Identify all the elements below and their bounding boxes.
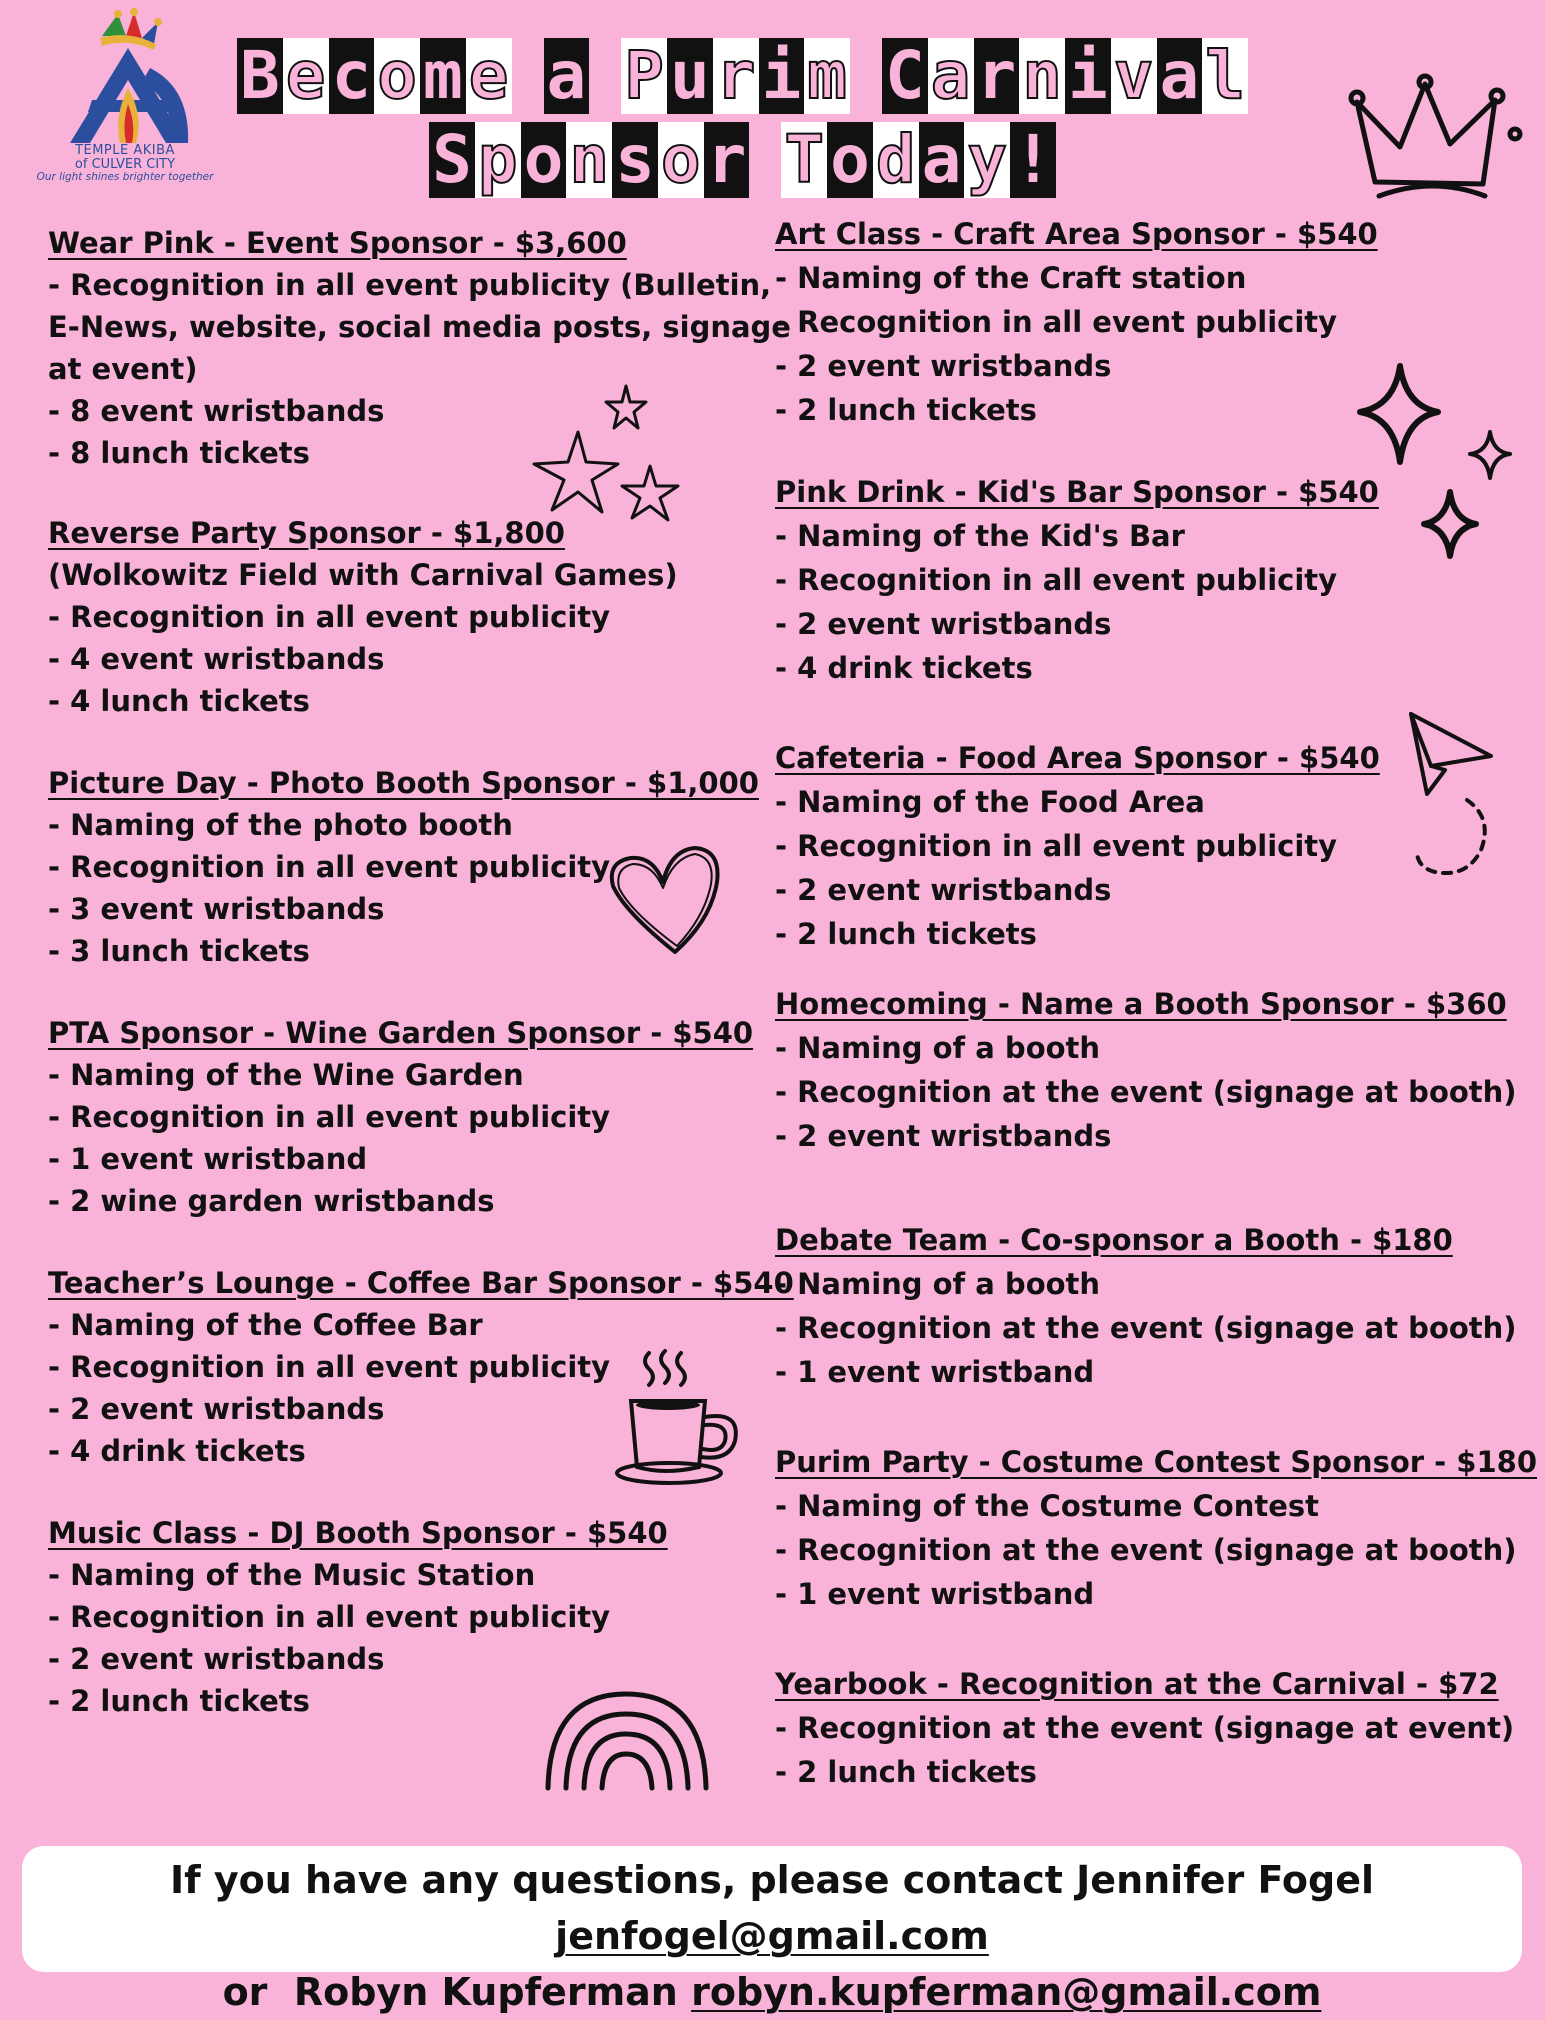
right-sponsor-section xyxy=(775,736,1380,956)
benefit-line: - Recognition at the event (signage at event) xyxy=(775,1711,1515,1745)
benefit-line: - Naming of the Coffee Bar xyxy=(48,1308,483,1342)
sponsor-heading: Purim Party - Costume Contest Sponsor - $180 xyxy=(775,1445,1538,1479)
paper-plane-icon xyxy=(1405,710,1515,885)
title-letter: C xyxy=(882,38,928,114)
email-link-jennifer[interactable]: jenfogel@gmail.com xyxy=(555,1914,989,1958)
title-letter: r xyxy=(974,38,1020,114)
benefit-line: - Recognition in all event publicity xyxy=(48,600,611,634)
benefit-line: - 1 event wristband xyxy=(775,1577,1095,1611)
title-letter: i xyxy=(1065,38,1111,114)
title-letter: a xyxy=(1157,38,1203,114)
benefit-line: - Recognition at the event (signage at booth) xyxy=(775,1533,1517,1567)
logo-line2: of CULVER CITY xyxy=(74,157,176,173)
left-sponsor-section xyxy=(48,1262,794,1472)
title-letter: ! xyxy=(1010,122,1056,198)
benefit-line: - 2 event wristbands xyxy=(48,1642,385,1676)
benefit-line: - Naming of a booth xyxy=(775,1267,1101,1301)
title-line2 xyxy=(210,122,1275,202)
right-sponsor-section xyxy=(775,1218,1517,1394)
footer-line2 xyxy=(22,1964,1522,2020)
left-sponsor-section xyxy=(48,1512,668,1722)
footer-line1 xyxy=(22,1852,1522,1964)
benefit-line: - 2 lunch tickets xyxy=(775,917,1037,951)
footer-line1-text: If you have any questions, please contact Jennifer Fogel xyxy=(169,1858,1374,1902)
title-letter: l xyxy=(1202,38,1248,114)
contact-footer xyxy=(22,1846,1522,2014)
benefit-line: - Naming of the Food Area xyxy=(775,785,1205,819)
right-sponsor-section xyxy=(775,212,1378,432)
title-letter: c xyxy=(329,38,375,114)
left-sponsor-section xyxy=(48,512,678,722)
benefit-line: - 2 event wristbands xyxy=(775,873,1112,907)
title-letter: s xyxy=(612,122,658,198)
footer-line2-text: or Robyn Kupferman xyxy=(222,1970,692,2014)
benefit-line: - Recognition in all event publicity xyxy=(48,850,611,884)
sponsor-heading: Music Class - DJ Booth Sponsor - $540 xyxy=(48,1516,668,1550)
right-sponsor-section xyxy=(775,982,1517,1158)
title-letter: m xyxy=(804,38,850,114)
benefit-line: - Naming of the Costume Contest xyxy=(775,1489,1320,1523)
title-letter: S xyxy=(429,122,475,198)
sponsor-heading: Wear Pink - Event Sponsor - $3,600 xyxy=(48,226,627,260)
title-letter: y xyxy=(964,122,1010,198)
benefit-line: - 2 event wristbands xyxy=(48,1392,385,1426)
sponsor-heading: Homecoming - Name a Booth Sponsor - $360 xyxy=(775,987,1507,1021)
benefit-line: - Recognition in all event publicity xyxy=(48,1350,611,1384)
title-letter: P xyxy=(621,38,667,114)
benefit-line: - 1 event wristband xyxy=(775,1355,1095,1389)
title-letter: n xyxy=(1019,38,1065,114)
title-letter: i xyxy=(759,38,805,114)
benefit-line: - Recognition in all event publicity xyxy=(48,1600,611,1634)
benefit-line: - Naming of the Music Station xyxy=(48,1558,536,1592)
right-sponsor-section xyxy=(775,1662,1514,1794)
benefit-line: - 2 wine garden wristbands xyxy=(48,1184,495,1218)
left-sponsor-section xyxy=(48,1012,753,1222)
title-letter: e xyxy=(283,38,329,114)
benefit-line: - 2 event wristbands xyxy=(775,1119,1112,1153)
benefit-line: E-News, website, social media posts, signage xyxy=(48,310,791,344)
benefit-line: - 3 lunch tickets xyxy=(48,934,310,968)
title-space xyxy=(512,38,544,114)
title-letter: n xyxy=(566,122,612,198)
title-space xyxy=(749,122,781,198)
sponsor-heading: Yearbook - Recognition at the Carnival - $72 xyxy=(775,1667,1499,1701)
benefit-line: - 2 lunch tickets xyxy=(48,1684,310,1718)
benefit-line: - 2 event wristbands xyxy=(775,607,1112,641)
logo-caption xyxy=(30,144,220,183)
benefit-line: - Naming of the photo booth xyxy=(48,808,513,842)
benefit-line: at event) xyxy=(48,352,198,386)
benefit-line: - Naming of the Wine Garden xyxy=(48,1058,524,1092)
sponsor-heading: Reverse Party Sponsor - $1,800 xyxy=(48,516,565,550)
sponsor-heading: Picture Day - Photo Booth Sponsor - $1,000 xyxy=(48,766,759,800)
benefit-line: - 1 event wristband xyxy=(48,1142,368,1176)
title-letter: r xyxy=(713,38,759,114)
benefit-line: (Wolkowitz Field with Carnival Games) xyxy=(48,558,678,592)
sponsor-heading: Cafeteria - Food Area Sponsor - $540 xyxy=(775,741,1380,775)
benefit-line: - 4 drink tickets xyxy=(775,651,1033,685)
title-letter: o xyxy=(658,122,704,198)
benefit-line: - Recognition in all event publicity xyxy=(775,305,1338,339)
title-letter: m xyxy=(420,38,466,114)
email-link-robyn[interactable]: robyn.kupferman@gmail.com xyxy=(691,1970,1322,2014)
benefit-line: - Recognition at the event (signage at booth) xyxy=(775,1075,1517,1109)
benefit-line: - 8 event wristbands xyxy=(48,394,385,428)
page-title xyxy=(210,38,1275,206)
title-letter: e xyxy=(466,38,512,114)
title-space xyxy=(850,38,882,114)
sponsor-heading: Debate Team - Co-sponsor a Booth - $180 xyxy=(775,1223,1453,1257)
title-letter: u xyxy=(667,38,713,114)
title-letter: T xyxy=(781,122,827,198)
title-letter: r xyxy=(704,122,750,198)
sponsor-heading: PTA Sponsor - Wine Garden Sponsor - $540 xyxy=(48,1016,754,1050)
benefit-line: - Recognition in all event publicity xyxy=(48,1100,611,1134)
title-space xyxy=(589,38,621,114)
right-sponsor-section xyxy=(775,1440,1537,1616)
title-letter: a xyxy=(544,38,590,114)
benefit-line: - Naming of the Kid's Bar xyxy=(775,519,1185,553)
sponsor-heading: Teacher’s Lounge - Coffee Bar Sponsor - $540 xyxy=(48,1266,794,1300)
title-letter: o xyxy=(827,122,873,198)
benefit-line: - Naming of the Craft station xyxy=(775,261,1247,295)
title-letter: o xyxy=(521,122,567,198)
title-letter: v xyxy=(1111,38,1157,114)
benefit-line: - Naming of a booth xyxy=(775,1031,1101,1065)
left-sponsor-section xyxy=(48,222,791,474)
sponsor-heading: Pink Drink - Kid's Bar Sponsor - $540 xyxy=(775,475,1379,509)
title-letter: B xyxy=(237,38,283,114)
benefit-line: - 4 drink tickets xyxy=(48,1434,306,1468)
title-line1 xyxy=(210,38,1275,118)
right-sponsor-section xyxy=(775,470,1379,690)
benefit-line: - 2 lunch tickets xyxy=(775,1755,1037,1789)
benefit-line: - Recognition at the event (signage at booth) xyxy=(775,1311,1517,1345)
benefit-line: - 4 event wristbands xyxy=(48,642,385,676)
title-letter: a xyxy=(919,122,965,198)
benefit-line: - 2 lunch tickets xyxy=(775,393,1037,427)
title-letter: o xyxy=(374,38,420,114)
benefit-line: - Recognition in all event publicity (Bulletin, xyxy=(48,268,772,302)
title-letter: p xyxy=(475,122,521,198)
title-letter: a xyxy=(928,38,974,114)
benefit-line: - Recognition in all event publicity xyxy=(775,563,1338,597)
left-sponsor-section xyxy=(48,762,759,972)
logo-line1: TEMPLE AKIBA xyxy=(75,143,175,158)
benefit-line: - 3 event wristbands xyxy=(48,892,385,926)
title-letter: d xyxy=(873,122,919,198)
benefit-line: - 4 lunch tickets xyxy=(48,684,310,718)
benefit-line: - 2 event wristbands xyxy=(775,349,1112,383)
benefit-line: - Recognition in all event publicity xyxy=(775,829,1338,863)
logo-tagline: Our light shines brighter together xyxy=(36,171,214,184)
crown-icon xyxy=(1345,72,1525,207)
sponsor-heading: Art Class - Craft Area Sponsor - $540 xyxy=(775,217,1378,251)
benefit-line: - 8 lunch tickets xyxy=(48,436,310,470)
